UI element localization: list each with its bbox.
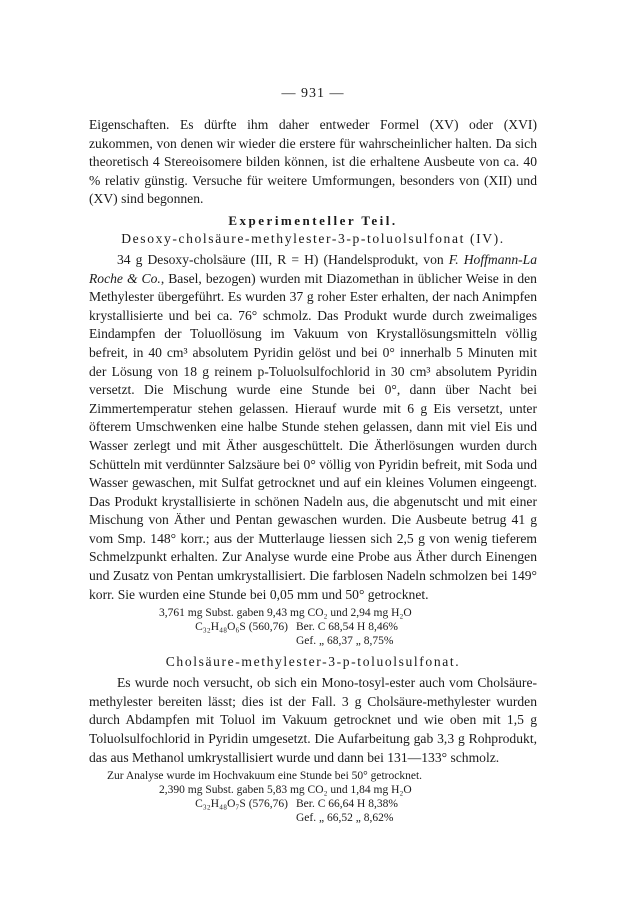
analysis-calculated: Ber. C 68,54 H 8,46%: [296, 621, 398, 634]
analysis-formula: C₃₂H₄₈O₆S (560,76): [195, 621, 288, 634]
document-page: [89, 86, 537, 831]
analysis-note: Zur Analyse wurde im Hochvakuum eine Stunde bei 50° getrocknet.: [107, 770, 423, 783]
analysis-row: [89, 783, 537, 797]
procedure-text-start: 34 g Desoxy-cholsäure (III, R = H) (Handelsprodukt, von: [117, 251, 449, 267]
analysis-calculated: Ber. C 66,64 H 8,38%: [296, 798, 398, 811]
analysis-row: [89, 769, 537, 783]
elemental-analysis: [89, 606, 537, 648]
procedure-paragraph: Es wurde noch versucht, ob sich ein Mono-tosyl-ester auch vom Cholsäure-methylester bereiten lässt; dies ist der Fall. 3 g Cholsäure-methylester wurden durch Abdampfen mit Toluol im Vakuum getrocknet und wie oben mit 1,5 g Toluolsulfochlorid in Pyridin umgesetzt. Die Aufarbeitung gab 3,3 g Rohprodukt, das aus Methanol umkrystallisiert wurde und dann bei 131—133° schmolz.: [89, 675, 537, 765]
page-number: — 931 —: [281, 86, 345, 101]
analysis-sample: 3,761 mg Subst. gaben 9,43 mg CO₂ und 2,94 mg H₂O: [159, 607, 412, 620]
analysis-formula: C₃₂H₄₈O₇S (576,76): [195, 798, 288, 811]
procedure-paragraph: [89, 251, 537, 604]
analysis-row: [89, 634, 537, 648]
section-heading: Experimenteller Teil.: [228, 212, 398, 228]
analysis-found: Gef. „ 68,37 „ 8,75%: [296, 635, 394, 648]
intro-paragraph: Eigenschaften. Es dürfte ihm daher entweder Formel (XV) oder (XVI) zukommen, von denen wir wieder die erstere für wahrscheinlicher halten. Da sich theoretisch 4 Stereoisomere bilden können, ist die erhaltene Ausbeute von ca. 40 % relativ günstig. Versuche für weitere Umformungen, besonders von (XII) und (XV) sind begonnen.: [89, 117, 537, 207]
compound-title: Cholsäure-methylester-3-p-toluolsulfonat.: [165, 654, 461, 670]
compound-title: Desoxy-cholsäure-methylester-3-p-toluolsulfonat (IV).: [121, 230, 505, 246]
elemental-analysis: [89, 769, 537, 825]
analysis-found: Gef. „ 66,52 „ 8,62%: [296, 812, 394, 825]
company-name: F. Hoffmann-La Roche & Co.: [89, 251, 537, 286]
analysis-row: [89, 620, 537, 634]
procedure-text-rest: , Basel, bezogen) wurden mit Diazomethan in üblicher Weise in den Methylester übergeführt. Es wurden 37 g roher Ester erhalten, der nach Animpfen krystallisierte und bei ca. 76° schmolz. Das Produkt wurde durch zweimaliges Eindampfen der Toluollösung im Vakuum von Krystallösungsmitteln völlig befreit, in 40 cm³ absolutem Pyridin gelöst und bei 0° innerhalb 5 Minuten mit der Lösung von 18 g reinem p-Toluolsulfochlorid in 30 cm³ absolutem Pyridin versetzt. Die Mischung wurde eine Stunde bei 0°, dann über Nacht bei Zimmertemperatur stehen gelassen. Hierauf wurde mit 6 g Eis versetzt, unter öfterem Umschwenken eine halbe Stunde stehen gelassen, dann mit viel Eis und Wasser zerlegt und mit Äther ausgeschüttelt. Die Ätherlösungen wurden durch Schütteln mit verdünnter Salzsäure bei 0° völlig von Pyridin befreit, mit Soda und Wasser gewaschen, mit Sulfat getrocknet und auf ein kleines Volumen eingeengt. Das Produkt krystallisierte in schönen Nadeln aus, die abgenutscht und mit einer Mischung von Äther und Pentan gewaschen wurden. Die Ausbeute betrug 41 g vom Smp. 148° korr.; aus der Mutterlauge liessen sich 2,5 g von wenig tieferem Schmelzpunkt erhalten. Zur Analyse wurde eine Probe aus Äther durch Einengen und Zusatz von Pentan umkrystallisiert. Die farblosen Nadeln schmolzen bei 149° korr. Sie wurden eine Stunde bei 0,05 mm und 50° getrocknet.: [89, 270, 537, 602]
analysis-row: [89, 811, 537, 825]
analysis-sample: 2,390 mg Subst. gaben 5,83 mg CO₂ und 1,84 mg H₂O: [159, 784, 412, 797]
analysis-row: [89, 797, 537, 811]
analysis-row: [89, 606, 537, 620]
